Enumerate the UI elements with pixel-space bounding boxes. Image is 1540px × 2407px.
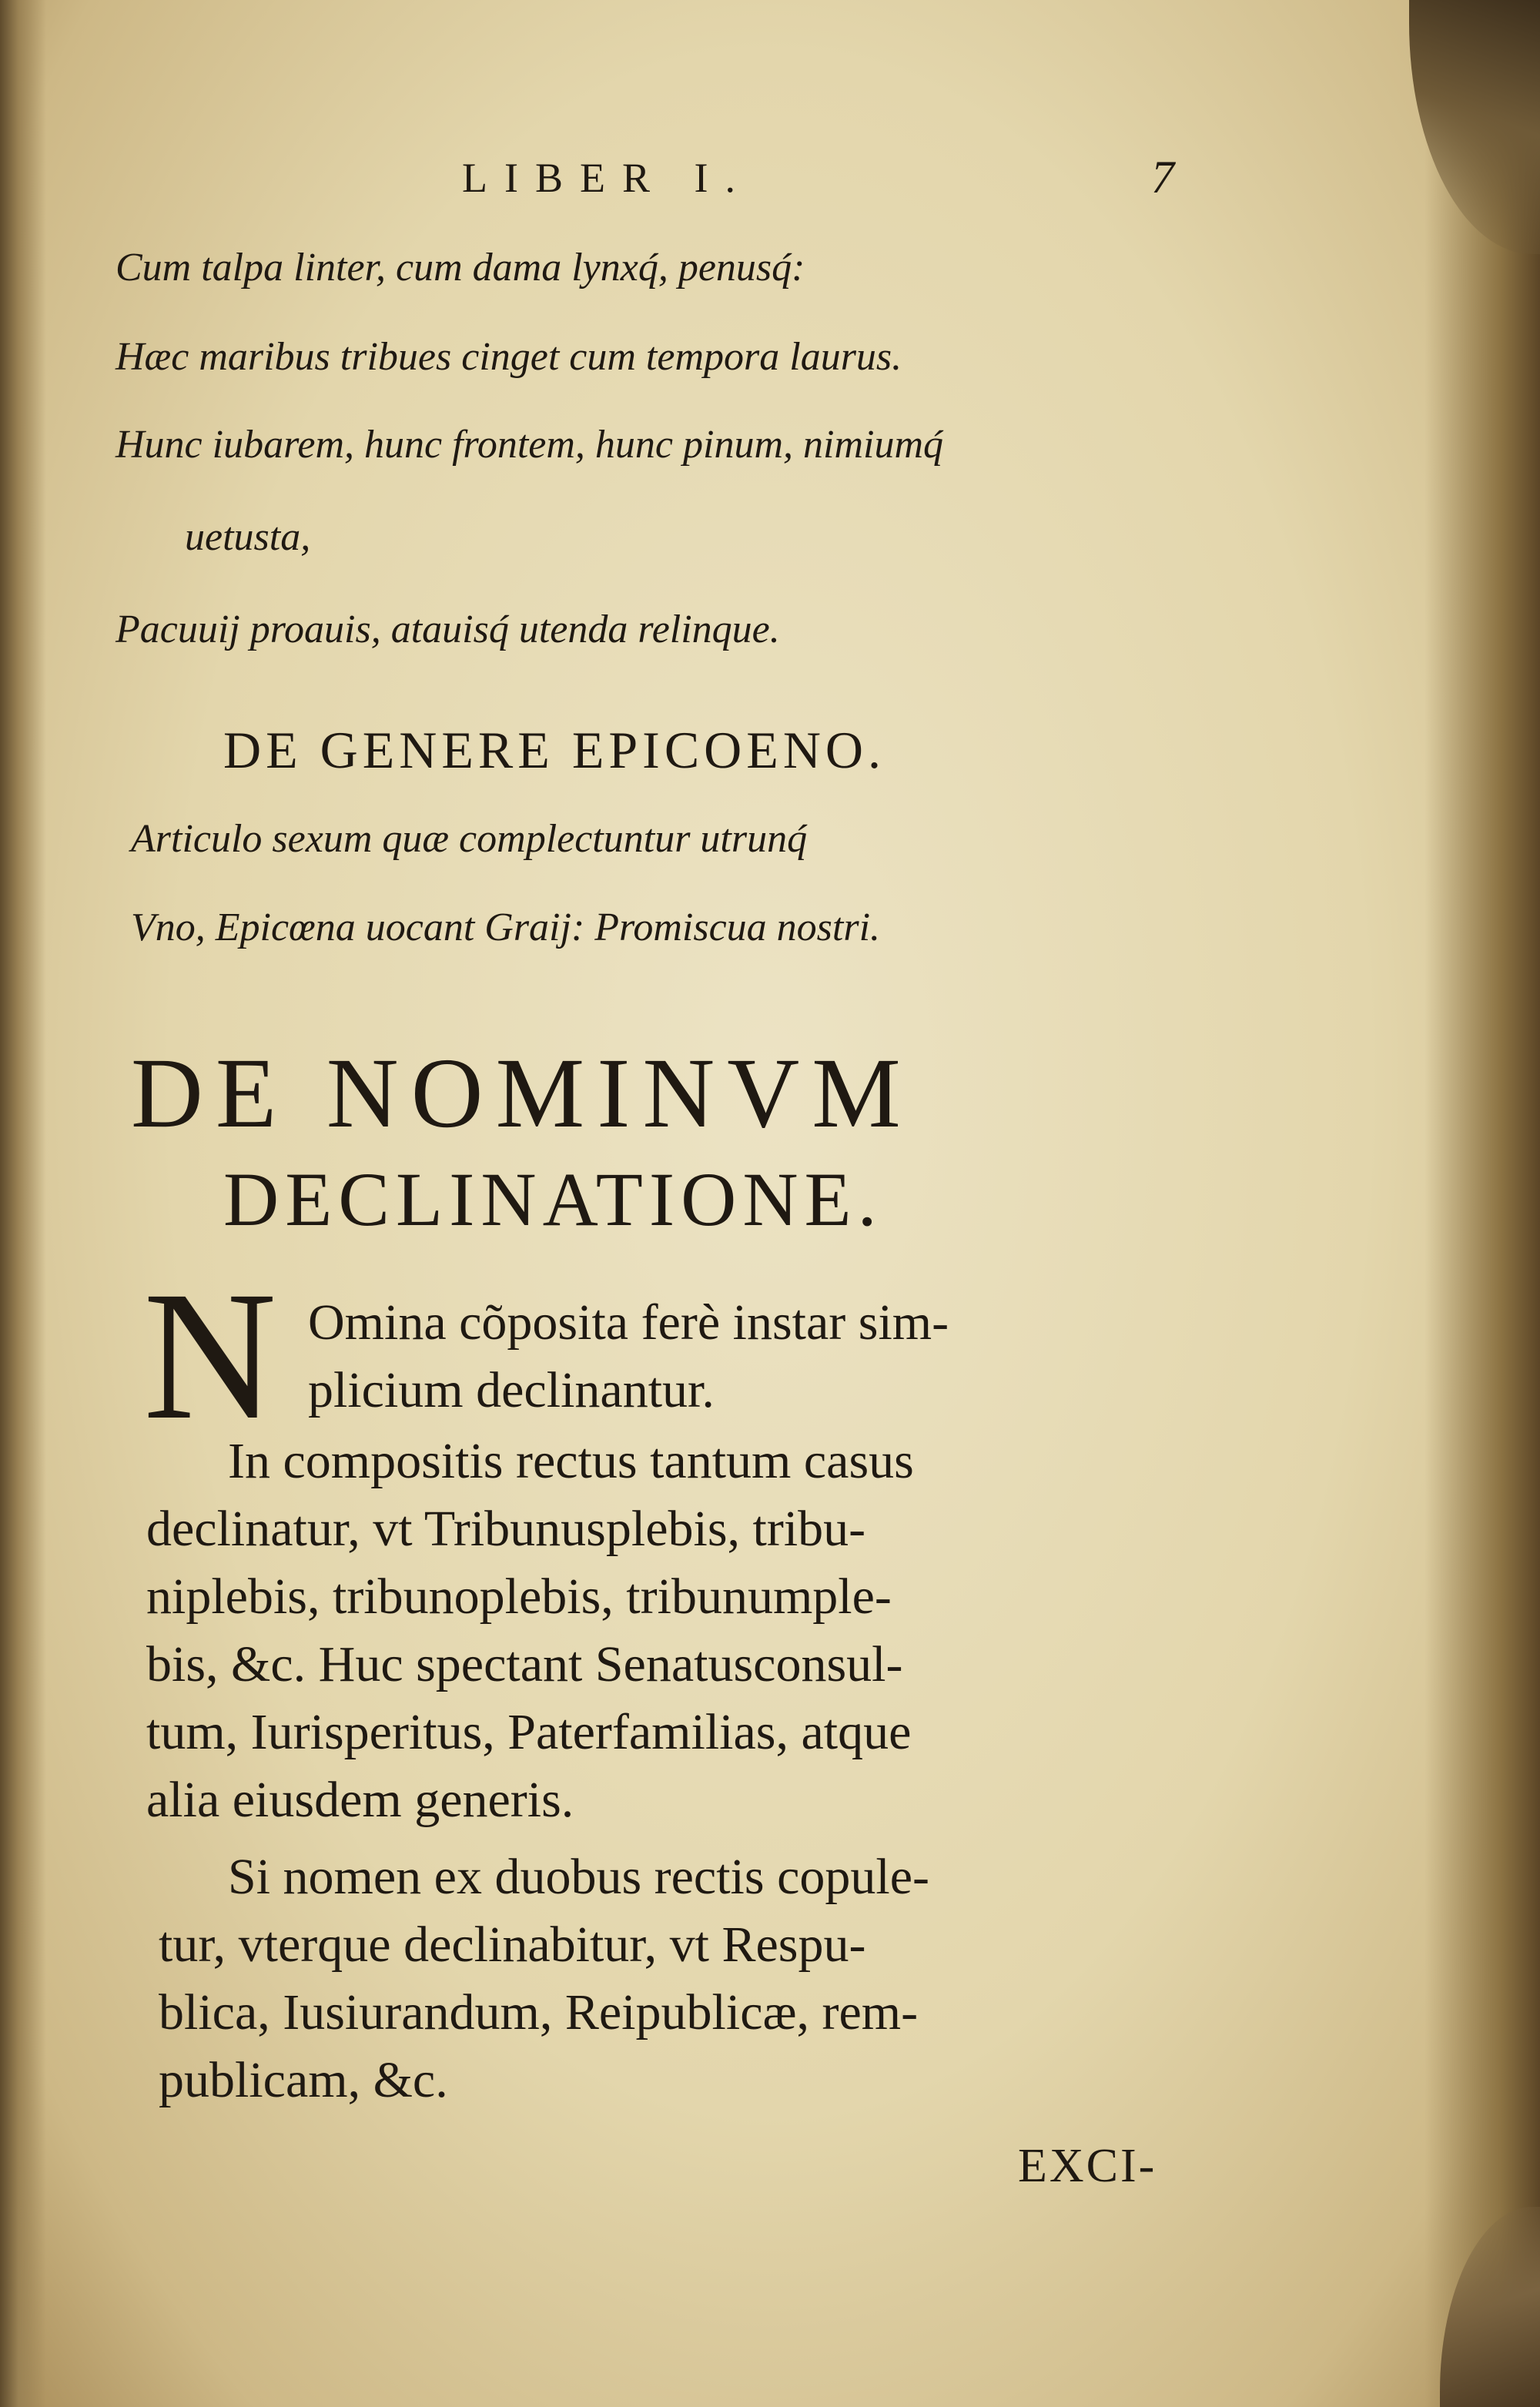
running-header: LIBER I. xyxy=(462,155,752,201)
verse-line: uetusta, xyxy=(185,515,311,559)
body-text-line: blica, Iusiurandum, Reipublicæ, rem- xyxy=(159,1984,919,2040)
verse-line: Hæc maribus tribues cinget cum tempora laurus. xyxy=(116,335,902,379)
body-text-line: In compositis rectus tantum casus xyxy=(228,1433,914,1489)
chapter-title-line2: DECLINATIONE. xyxy=(223,1157,883,1242)
section-heading: DE GENERE EPICOENO. xyxy=(223,721,886,779)
body-text-line: Si nomen ex duobus rectis copule- xyxy=(228,1849,929,1905)
page-edge-shadow xyxy=(1424,0,1540,2407)
chapter-title-line1: DE NOMINVM xyxy=(131,1038,913,1149)
body-text-line: tum, Iurisperitus, Paterfamilias, atque xyxy=(146,1704,912,1760)
folio-number: 7 xyxy=(1151,152,1174,203)
body-text-line: plicium declinantur. xyxy=(308,1362,715,1418)
body-text-line: declinatur, vt Tribunusplebis, tribu- xyxy=(146,1501,866,1557)
verse-line: Hunc iubarem, hunc frontem, hunc pinum, nimiumq́ xyxy=(116,423,944,467)
body-text-line: publicam, &c. xyxy=(159,2052,448,2108)
catchword: EXCI- xyxy=(1018,2140,1157,2192)
body-text-line: alia eiusdem generis. xyxy=(146,1772,574,1828)
verse-line: Cum talpa linter, cum dama lynxq́, penusq́: xyxy=(116,246,805,290)
verse-line: Vno, Epicœna uocant Graij: Promiscua nostri. xyxy=(131,906,881,949)
drop-capital: N xyxy=(143,1253,277,1458)
verse-line: Pacuuij proauis, atauisq́ utenda relinque. xyxy=(116,608,780,651)
body-text-line: tur, vterque declinabitur, vt Respu- xyxy=(159,1917,866,1973)
verse-line: Articulo sexum quæ complectuntur utrunq́ xyxy=(131,817,808,861)
body-text-line: Omina cõposita ferè instar sim- xyxy=(308,1294,949,1351)
body-text-line: bis, &c. Huc spectant Senatusconsul- xyxy=(146,1636,903,1692)
body-text-line: niplebis, tribunoplebis, tribunumple- xyxy=(146,1568,892,1625)
page-gutter-shadow xyxy=(0,0,46,2407)
